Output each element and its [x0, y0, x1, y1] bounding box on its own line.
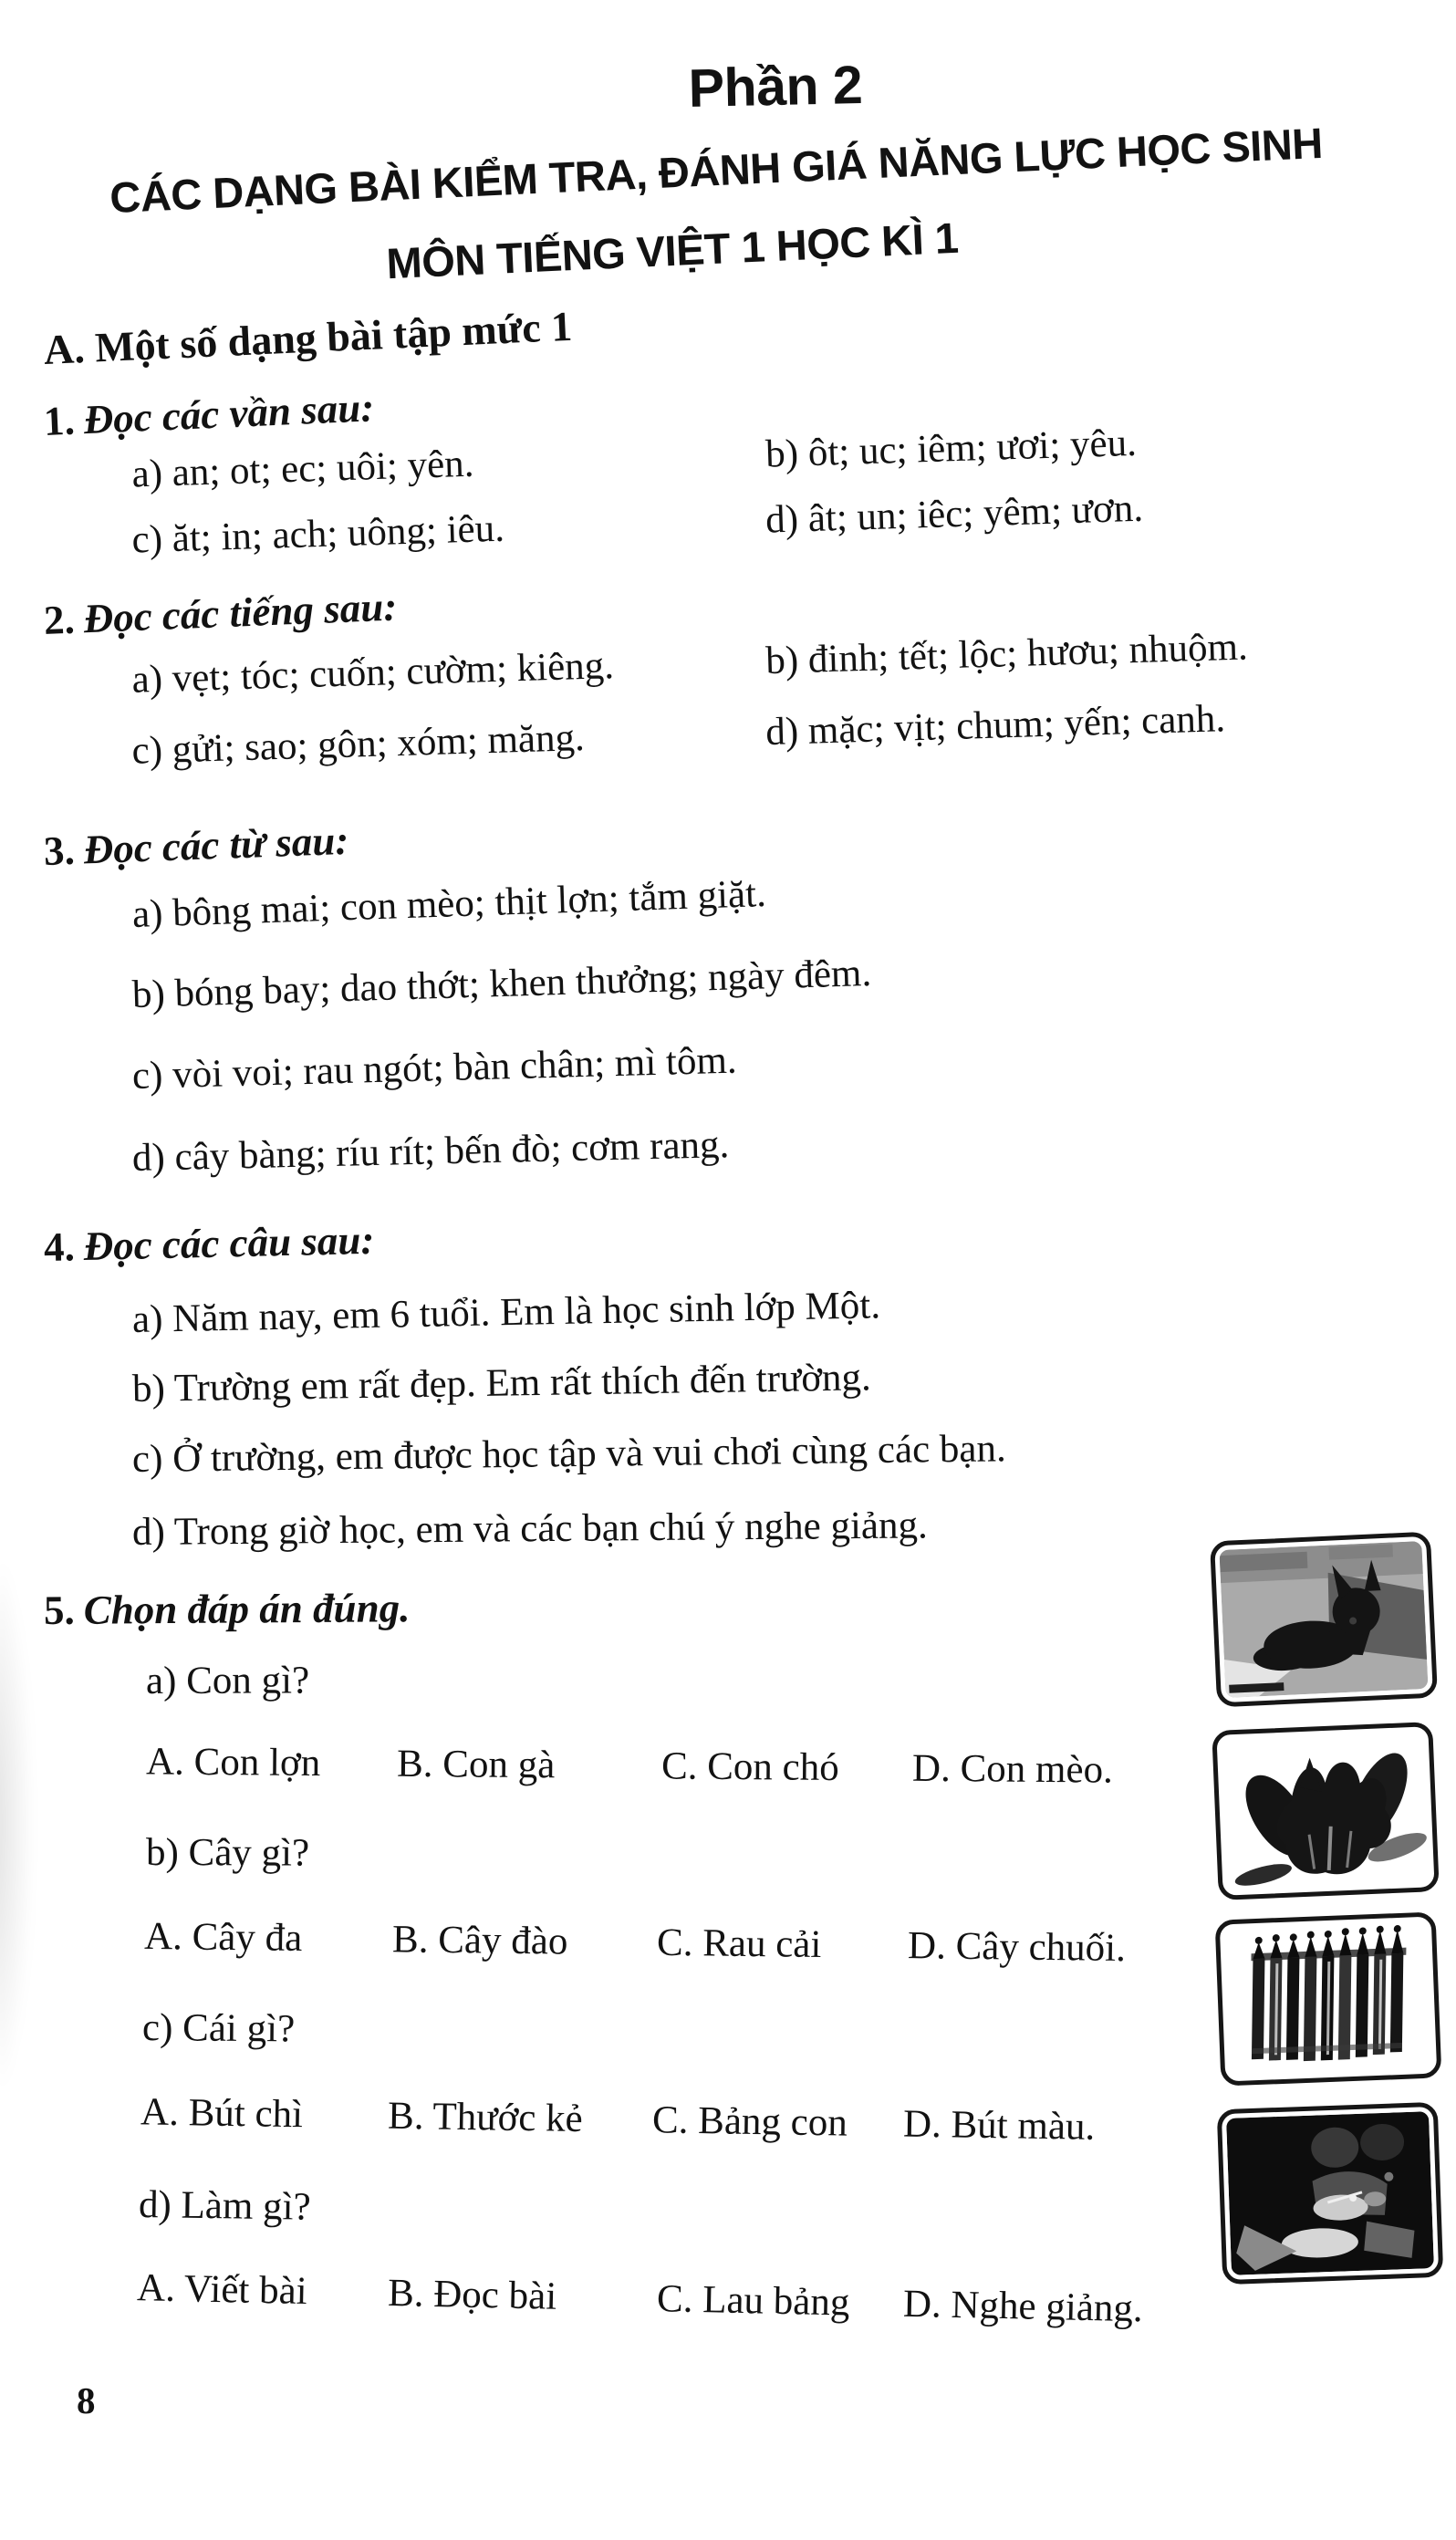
question-5-number: 5. — [43, 1587, 75, 1633]
part-label: Phần 2 — [688, 55, 863, 119]
photo-frame-dog — [1210, 1532, 1438, 1708]
question-5d-choice-C: C. Lau bảng — [656, 2277, 850, 2325]
question-5a-choice-C: C. Con chó — [660, 1744, 839, 1790]
dog-photo — [1219, 1541, 1428, 1698]
photo-frame-children-writing — [1217, 2102, 1444, 2285]
question-2-header — [43, 583, 398, 644]
question-4-option-c: c) Ở trường, em được học tập và vui chơi cùng các bạn. — [131, 1427, 1006, 1481]
colored-pencils-photo — [1224, 1921, 1432, 2077]
question-2-option-c: c) gửi; sao; gôn; xóm; măng. — [130, 715, 586, 773]
question-1-option-c: c) ăt; in; ach; uông; iêu. — [130, 506, 505, 562]
question-5a-choice-B: B. Con gà — [396, 1742, 556, 1787]
question-5d-label: d) Làm gì? — [138, 2183, 311, 2229]
question-4-prompt: Đọc các câu sau: — [83, 1216, 375, 1270]
question-3-option-d: d) cây bàng; ríu rít; bến đò; cơm rang. — [131, 1123, 730, 1180]
question-3-option-c: c) vòi voi; rau ngót; bàn chân; mì tôm. — [131, 1038, 738, 1098]
question-3-prompt: Đọc các từ sau: — [82, 817, 350, 873]
question-5-prompt: Chọn đáp án đúng. — [83, 1585, 411, 1633]
question-5d-choice-D: D. Nghe giảng. — [902, 2282, 1144, 2331]
question-2-option-d: d) mặc; vịt; chum; yến; canh. — [764, 697, 1226, 755]
question-4-option-b: b) Trường em rất đẹp. Em rất thích đến trường. — [131, 1356, 872, 1411]
children-writing-photo — [1226, 2111, 1434, 2275]
page-number: 8 — [77, 2379, 96, 2421]
question-3-option-a: a) bông mai; con mèo; thịt lợn; tắm giặt. — [131, 871, 767, 936]
question-2-option-b: b) đinh; tết; lộc; hươu; nhuộm. — [764, 625, 1249, 683]
question-2-option-a: a) vẹt; tóc; cuốn; cườm; kiêng. — [130, 644, 615, 702]
question-5c-choice-B: B. Thước kẻ — [387, 2094, 584, 2141]
question-5b-choice-B: B. Cây đào — [391, 1918, 568, 1963]
question-5b-choice-A: A. Cây đa — [143, 1914, 303, 1961]
question-5c-choice-D: D. Bút màu. — [902, 2102, 1096, 2149]
question-5a-choice-D: D. Con mèo. — [911, 1746, 1114, 1792]
question-1-option-a: a) an; ot; ec; uôi; yên. — [130, 442, 475, 496]
question-5c-label: c) Cái gì? — [141, 2006, 296, 2051]
question-4-header — [43, 1217, 375, 1272]
leafy-plant-photo — [1222, 1731, 1430, 1890]
question-5a-choice-A: A. Con lợn — [145, 1740, 321, 1785]
question-5b-choice-D: D. Cây chuối. — [907, 1924, 1127, 1971]
question-2-number: 2. — [42, 596, 76, 643]
question-1-header — [43, 384, 375, 446]
question-1-prompt: Đọc các vần sau: — [82, 384, 376, 443]
question-4-option-d: d) Trong giờ học, em và các bạn chú ý nghe giảng. — [131, 1504, 928, 1554]
question-1-option-d: d) ât; un; iêc; yêm; ươn. — [764, 486, 1144, 542]
page-title-line1: CÁC DẠNG BÀI KIỂM TRA, ĐÁNH GIÁ NĂNG LỰC HỌC SINH — [109, 118, 1324, 223]
photo-frame-leafy-plant — [1212, 1722, 1440, 1900]
question-3-header — [43, 817, 349, 876]
question-3-option-b: b) bóng bay; dao thớt; khen thưởng; ngày đêm. — [131, 951, 872, 1016]
question-5b-label: b) Cây gì? — [145, 1831, 310, 1875]
question-5a-label: a) Con gì? — [145, 1659, 310, 1702]
scan-gutter-shadow — [0, 1533, 35, 2117]
question-5d-choice-A: A. Viết bài — [136, 2266, 308, 2314]
question-5b-choice-C: C. Rau cải — [656, 1921, 822, 1966]
question-5-header — [44, 1585, 411, 1635]
question-5c-choice-A: A. Bút chì — [140, 2090, 304, 2137]
question-4-option-a: a) Năm nay, em 6 tuổi. Em là học sinh lớp Một. — [131, 1284, 881, 1341]
question-4-number: 4. — [43, 1223, 76, 1270]
section-a-header: A. Một số dạng bài tập mức 1 — [42, 302, 574, 373]
page-title-line2: MÔN TIẾNG VIỆT 1 HỌC KÌ 1 — [385, 213, 960, 288]
photo-frame-colored-pencils — [1215, 1911, 1442, 2086]
question-5c-choice-C: C. Bảng con — [651, 2098, 848, 2145]
question-2-prompt: Đọc các tiếng sau: — [82, 583, 399, 642]
question-3-number: 3. — [43, 827, 76, 874]
question-1-option-b: b) ôt; uc; iêm; ươi; yêu. — [764, 421, 1138, 476]
question-5d-choice-B: B. Đọc bài — [387, 2271, 557, 2318]
question-1-number: 1. — [42, 397, 76, 444]
